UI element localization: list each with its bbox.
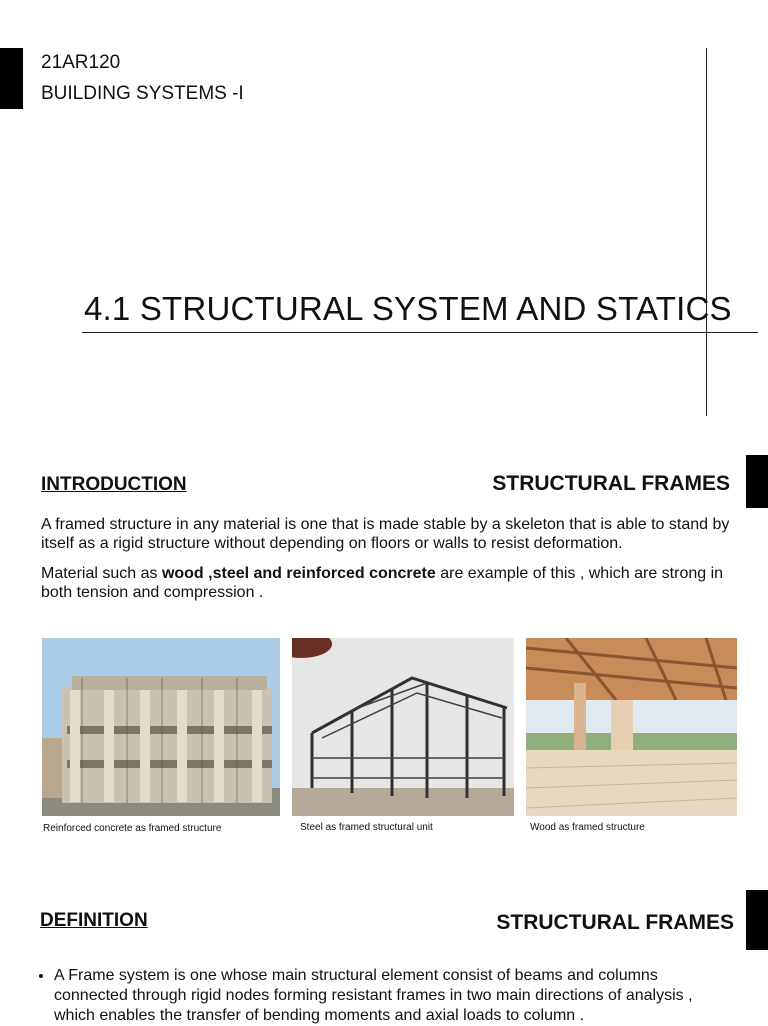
title-underline	[82, 332, 758, 333]
page-tab-top-left	[0, 48, 23, 109]
materials-text-pre: Material such as	[41, 565, 162, 582]
steel-frame-image	[292, 638, 514, 816]
caption-concrete: Reinforced concrete as framed structure	[43, 823, 222, 834]
page-tab-right-1	[746, 455, 768, 508]
vertical-divider	[706, 48, 707, 416]
caption-steel: Steel as framed structural unit	[300, 822, 433, 833]
materials-paragraph	[41, 564, 741, 602]
list-item: • A Frame system is one whose main structural element consist of beams and columns connected through rigid nodes forming resistant frames in two main directions of analysis , which enables the transfer of bending moments and axial loads to column .	[54, 966, 734, 1026]
course-code: 21AR120	[41, 52, 121, 73]
page-tab-right-2	[746, 890, 768, 950]
materials-text-post: are example of this , which are strong in both tension and compression .	[41, 565, 724, 601]
section-label-definition: DEFINITION	[40, 910, 148, 931]
intro-paragraph: A framed structure in any material is one that is made stable by a skeleton that is able to stand by itself as a rigid structure without depending on floors or walls to resist deformation.	[41, 516, 730, 552]
page-title: 4.1 STRUCTURAL SYSTEM AND STATICS	[84, 290, 732, 327]
section-heading-structural-frames-2: STRUCTURAL FRAMES	[496, 911, 734, 934]
caption-wood: Wood as framed structure	[530, 822, 645, 833]
definition-list	[38, 966, 734, 1026]
materials-text-bold: wood ,steel and reinforced concrete	[161, 565, 436, 582]
course-name: BUILDING SYSTEMS -I	[41, 83, 244, 104]
section-heading-structural-frames: STRUCTURAL FRAMES	[492, 472, 730, 495]
section-label-introduction: INTRODUCTION	[41, 474, 187, 495]
wood-frame-image	[526, 638, 737, 816]
concrete-frame-image	[42, 638, 280, 816]
